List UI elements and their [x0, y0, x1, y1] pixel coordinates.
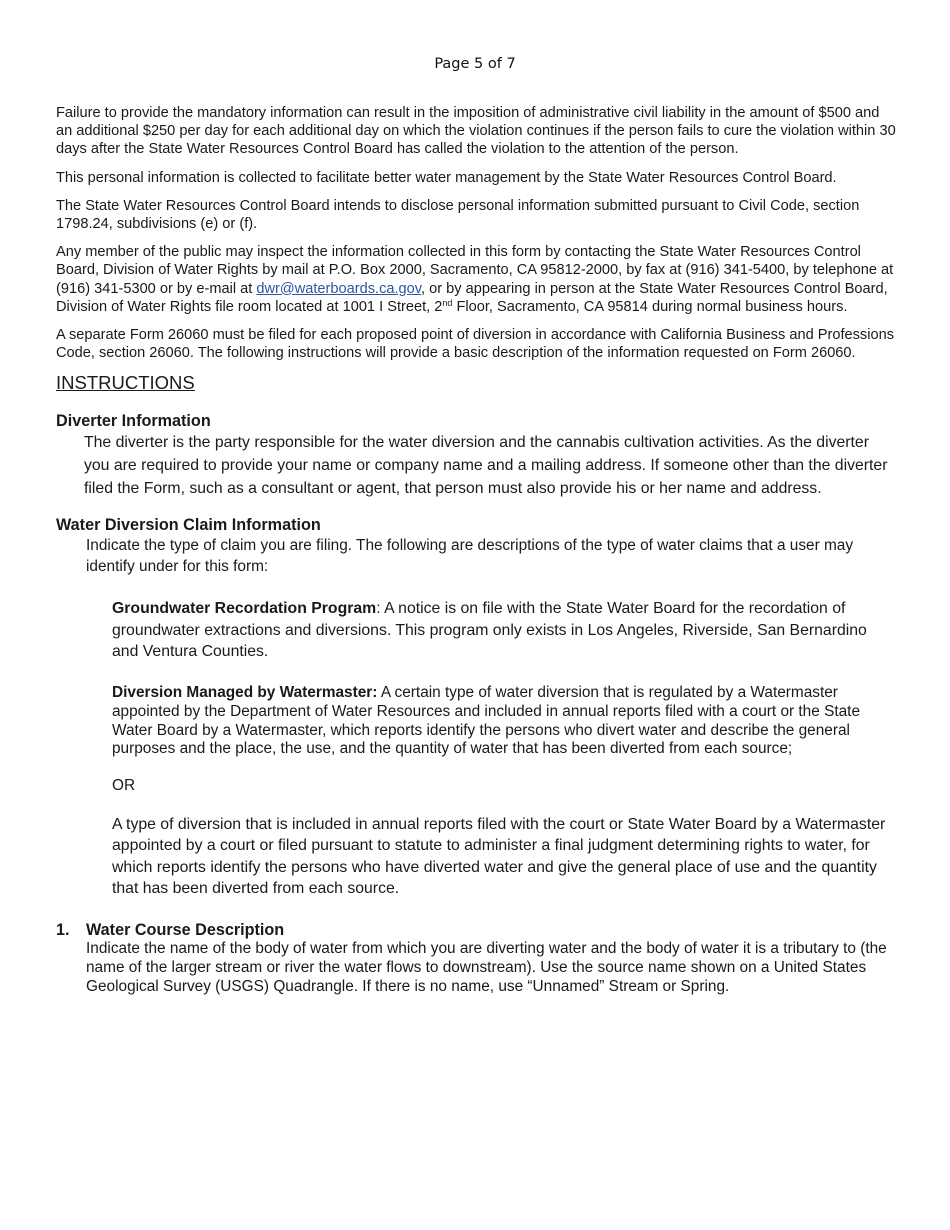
purpose-paragraph: This personal information is collected to facilitate better water management by the State Water Resources Control Board.: [56, 169, 837, 186]
diverter-heading: Diverter Information: [56, 412, 211, 431]
alt-diversion-paragraph: A type of diversion that is included in annual reports filed with the court or State Water Board by a Watermaster appointed by a court or filed pursuant to statute to administer a final judgment determining rights to water, for which reports identify the persons who have diverted water and give the general place of use and the quantity that has been diverted from each source.: [112, 815, 886, 898]
inspection-text-1: Any member of the public may inspect the information collected in this form by contacting the State Water Resources Control Board, Division of Water Rights by mail at P.O. Box 2000, Sacramento, CA 95812-2000, by fax at (916) 341-5400, by telephone at (916) 341-5300 or by e-mail at: [56, 244, 894, 297]
email-link[interactable]: dwr@waterboards.ca.gov: [256, 280, 421, 297]
course-heading: [56, 921, 896, 940]
grp-paragraph: [112, 598, 896, 663]
dmw-term: Diversion Managed by Watermaster:: [112, 683, 378, 701]
claim-text: Indicate the type of claim you are filing. The following are descriptions of the type of water claims that a user may identify under for this form:: [86, 537, 854, 576]
grp-text: : A notice is on file with the State Water Board for the recordation of groundwater extractions and diversions. This program only exists in Los Angeles, Riverside, San Bernardino and Ventura Counties.: [112, 600, 867, 661]
instructions-title: INSTRUCTIONS: [56, 372, 195, 394]
course-number: 1.: [56, 920, 70, 939]
dmw-text: A certain type of water diversion that is regulated by a Watermaster appointed by the Department of Water Resources and included in annual reports filed with a court or the State Water Board by a Watermaster, which reports identify the persons who divert water and describe the general purposes and the place, the use, and the quantity of water that has been diverted from each source;: [112, 683, 861, 758]
document-body: [56, 104, 896, 996]
inspection-text-2: , or by appearing in person at the State Water Resources Control Board, Division of Water Rights file room located at 1001 I Street, 2: [56, 280, 888, 315]
ordinal-superscript: nd: [442, 297, 453, 308]
or-label: OR: [112, 777, 136, 795]
course-heading-text: Water Course Description: [86, 920, 285, 939]
separate-form-paragraph: A separate Form 26060 must be filed for each proposed point of diversion in accordance with California Business and Professions Code, section 26060. The following instructions will provide a basic description of the information requested on Form 26060.: [56, 327, 894, 362]
inspection-text-3: Floor, Sacramento, CA 95814 during normal business hours.: [452, 298, 848, 315]
page-number: Page 5 of 7: [434, 56, 516, 72]
diverter-text: The diverter is the party responsible for the water diversion and the cannabis cultivation activities. As the diverter you are required to provide your name or company name and a mailing address. If someone other than the diverter filed the Form, such as a consultant or agent, that person must also provide his or her name and address.: [84, 434, 888, 498]
inspection-paragraph: [56, 243, 896, 316]
grp-term: Groundwater Recordation Program: [112, 600, 377, 618]
liability-paragraph: Failure to provide the mandatory information can result in the imposition of administrative civil liability in the amount of $500 and an additional $250 per day for each additional day on which the violation continues if the person fails to cure the violation within 30 days after the State Water Resources Control Board has called the violation to the attention of the person.: [56, 105, 896, 158]
disclosure-paragraph: The State Water Resources Control Board intends to disclose personal information submitted pursuant to Civil Code, section 1798.24, subdivisions (e) or (f).: [56, 197, 860, 233]
dmw-paragraph: [112, 684, 896, 759]
course-text: Indicate the name of the body of water from which you are diverting water and the body of water it is a tributary to (the name of the larger stream or river the water flows to downstream). Use the source name shown on a United States Geological Survey (USGS) Quadrangle. If there is no name, use “Unnamed” Stream or Spring.: [86, 939, 887, 995]
claim-heading: Water Diversion Claim Information: [56, 516, 321, 535]
